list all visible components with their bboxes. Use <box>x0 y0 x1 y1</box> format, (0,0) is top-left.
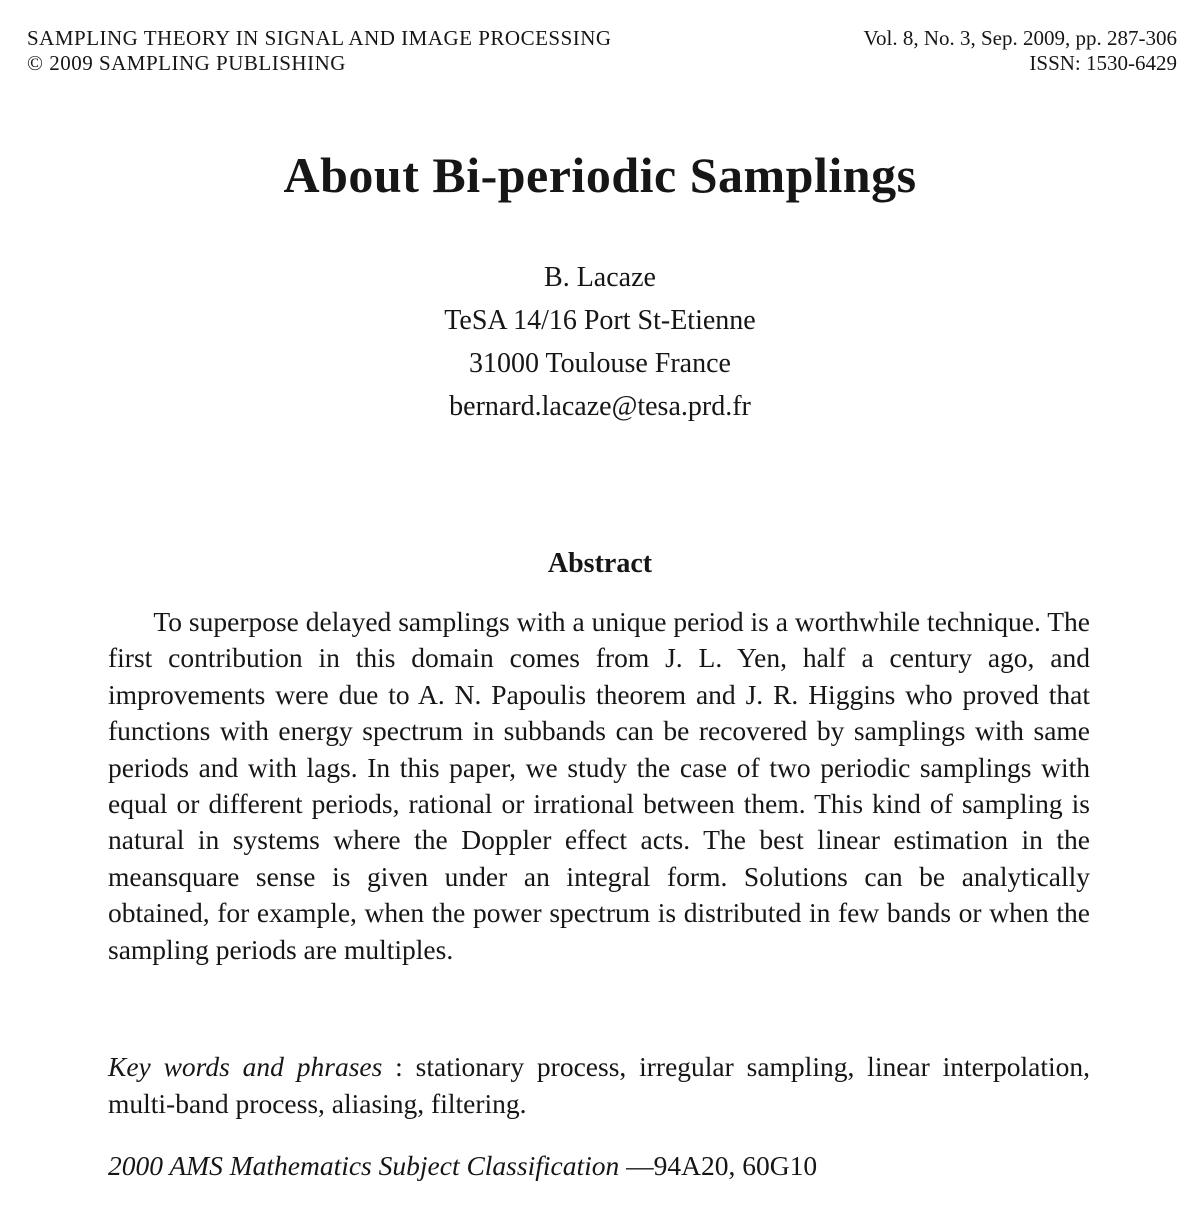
journal-header-left <box>27 26 612 76</box>
author-name: B. Lacaze <box>544 262 656 293</box>
classification-line <box>108 1148 1090 1184</box>
abstract-heading: Abstract <box>547 548 653 579</box>
abstract-body: To superpose delayed samplings with a unique period is a worthwhile technique. The first contribution in this domain comes from J. L. Yen, half a century ago, and improvements were due to A. N. Papoulis theorem and J. R. Higgins who proved that functions with energy spectrum in subbands can be recovered by samplings with same periods and with lags. In this paper, we study the case of two periodic samplings with equal or different periods, rational or irrational between them. This kind of sampling is natural in systems where the Doppler effect acts. The best linear estimation in the meansquare sense is given under an integral form. Solutions can be analytically obtained, for example, when the power spectrum is distributed in few bands or when the sampling periods are multiples. <box>108 606 1090 965</box>
journal-issue-info: Vol. 8, No. 3, Sep. 2009, pp. 287-306 <box>863 26 1177 50</box>
keywords-text: : stationary process, irregular sampling, linear interpolation, multi-band process, aliasing, filtering. <box>108 1051 1091 1119</box>
classification-value: —94A20, 60G10 <box>619 1150 818 1181</box>
author-address-line1: TeSA 14/16 Port St-Etienne <box>444 305 756 336</box>
journal-header <box>27 26 1177 76</box>
keywords-label: Key words and phrases <box>108 1051 383 1082</box>
classification-label: 2000 AMS Mathematics Subject Classification <box>108 1150 620 1181</box>
journal-name: SAMPLING THEORY IN SIGNAL AND IMAGE PROCESSING <box>27 26 612 50</box>
author-email: bernard.lacaze@tesa.prd.fr <box>449 391 751 422</box>
author-address-line2: 31000 Toulouse France <box>469 348 731 379</box>
journal-copyright: © 2009 SAMPLING PUBLISHING <box>27 51 346 75</box>
paper-title: About Bi-periodic Samplings <box>283 147 917 203</box>
journal-header-right <box>864 26 1177 76</box>
keywords-paragraph <box>108 1048 1090 1122</box>
journal-issn: ISSN: 1530-6429 <box>1029 51 1177 75</box>
author-block <box>0 256 1200 428</box>
